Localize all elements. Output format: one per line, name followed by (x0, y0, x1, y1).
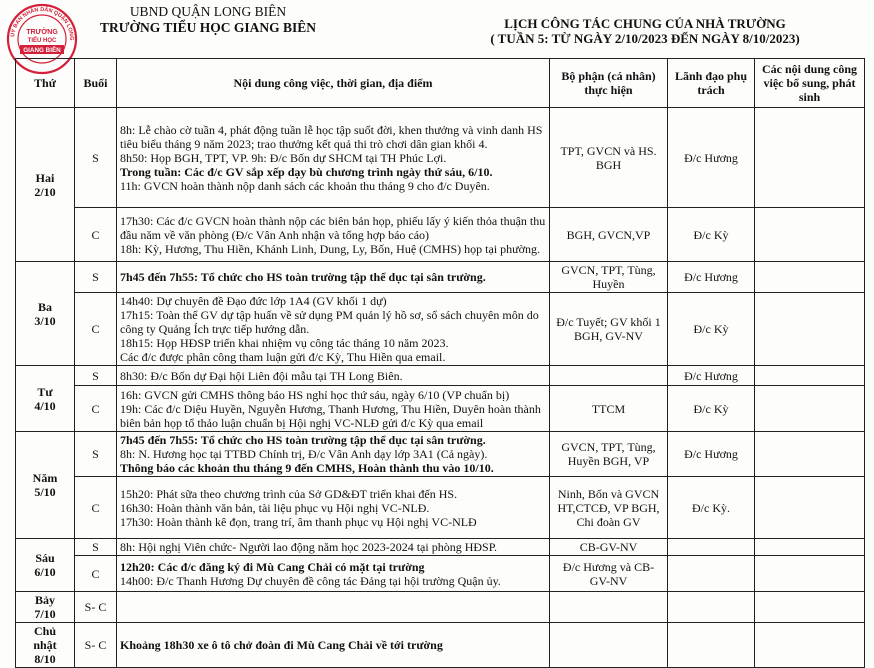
extra-cell (755, 539, 865, 556)
day-cell (16, 623, 75, 668)
col-header-session: Buổi (75, 59, 117, 108)
content-line: 8h30: Đ/c Bốn dự Đại hội Liên đội mẫu tại TH Long Biên. (120, 368, 403, 383)
session-cell: S (75, 108, 117, 208)
table-row (16, 556, 865, 592)
session-cell: S- C (75, 592, 117, 623)
session-cell: C (75, 293, 117, 366)
dept-cell: CB-GV-NV (550, 539, 668, 556)
day-label: Bảy (34, 593, 55, 607)
lead-cell: Đ/c Kỳ (668, 386, 755, 432)
content-line: Thông báo các khoản thu tháng 9 đến CMHS, Hoàn thành thu vào 10/10. (120, 461, 494, 475)
lead-cell (668, 539, 755, 556)
lead-cell: Đ/c Hương (668, 262, 755, 293)
content-line: 17h30: Hoàn thành kê đọn, trang trí, âm thanh phục vụ Hội nghị VC-NLĐ (120, 514, 477, 529)
content-cell (117, 592, 550, 623)
content-line: 14h00: Đ/c Thanh Hương Dự chuyên đề công tác Đảng tại hội trường Quận ủy. (120, 573, 501, 588)
extra-cell (755, 208, 865, 262)
content-cell (117, 386, 550, 432)
day-label: 4/10 (34, 398, 56, 413)
session-cell: C (75, 556, 117, 592)
svg-text:GIANG BIÊN: GIANG BIÊN (23, 47, 61, 55)
day-label: Năm (32, 471, 58, 485)
svg-text:UỶ BAN NHÂN DÂN QUẬN LONG BIÊN: UỶ BAN NHÂN DÂN QUẬN LONG (10, 6, 75, 41)
lead-cell (668, 556, 755, 592)
table-row (16, 477, 865, 539)
content-line: 8h: Hội nghị Viên chức- Người lao động năm học 2023-2024 tại phòng HĐSP. (120, 540, 498, 554)
content-cell (117, 208, 550, 262)
document-subtitle: ( TUẦN 5: TỪ NGÀY 2/10/2023 ĐẾN NGÀY 8/10/2023) (490, 31, 800, 46)
content-line: Trong tuần: Các đ/c GV sắp xếp dạy bù chương trình ngày thứ sáu, 6/10. (120, 164, 493, 179)
content-line: 18h: Kỳ, Hương, Thu Hiền, Khánh Linh, Dung, Ly, Bốn, Huệ (CMHS) họp tại phường. (120, 241, 541, 256)
dept-cell (550, 623, 668, 668)
day-label: nhật (33, 638, 57, 652)
dept-cell: Ninh, Bốn và GVCN HT,CTCĐ, VP BGH, Chi đoàn GV (550, 477, 668, 539)
content-line: 16h: GVCN gửi CMHS thông báo HS nghỉ học thứ sáu, ngày 6/10 (VP chuẩn bị) (120, 387, 510, 402)
session-cell: S (75, 366, 117, 386)
document-title: LỊCH CÔNG TÁC CHUNG CỦA NHÀ TRƯỜNG (504, 16, 786, 31)
content-cell (117, 556, 550, 592)
svg-text:TRƯỜNG: TRƯỜNG (26, 29, 58, 36)
schedule-body (16, 108, 865, 668)
day-label: Hai (35, 170, 55, 185)
table-row (16, 592, 865, 623)
content-line: Khoảng 18h30 xe ô tô chở đoàn đi Mù Cang Chải về tới trường (120, 638, 443, 652)
lead-cell: Đ/c Hương (668, 108, 755, 208)
content-line: 8h50: Họp BGH, TPT, VP. 9h: Đ/c Bốn dự SHCM tại TH Phúc Lợi. (120, 150, 447, 165)
content-cell (117, 293, 550, 366)
content-line: 12h20: Các đ/c đăng ký đi Mù Cang Chải có mặt tại trường (120, 559, 425, 574)
extra-cell (755, 623, 865, 668)
day-label: 6/10 (34, 565, 56, 579)
dept-cell: BGH, GVCN,VP (550, 208, 668, 262)
content-line: 18h15: Họp HĐSP triển khai nhiệm vụ công tác tháng 10 năm 2023. (120, 336, 449, 350)
content-cell (117, 262, 550, 293)
session-cell: C (75, 477, 117, 539)
content-line: 7h45 đến 7h55: Tổ chức cho HS toàn trường tập thể dục tại sân trường. (120, 270, 486, 284)
dept-cell: GVCN, TPT, Tùng, Huyền (550, 262, 668, 293)
dept-cell (550, 366, 668, 386)
content-cell (117, 108, 550, 208)
lead-cell: Đ/c Kỳ. (668, 477, 755, 539)
lead-cell: Đ/c Hương (668, 432, 755, 477)
day-cell (16, 262, 75, 366)
col-header-extra: Các nội dung công việc bổ sung, phát sinh (755, 59, 865, 108)
table-row (16, 108, 865, 208)
content-line: 15h20: Phát sữa theo chương trình của Sở GD&ĐT triển khai đến HS. (120, 486, 458, 501)
content-line: 7h45 đến 7h55: Tổ chức cho HS toàn trường tập thể dục tại sân trường. (120, 433, 486, 447)
svg-text:TIỂU HỌC: TIỂU HỌC (27, 38, 57, 44)
session-cell: C (75, 386, 117, 432)
content-line: 8h: Lễ chào cờ tuần 4, phát động tuần lễ học tập suốt đời, khen thưởng và vinh danh HS tiêu biểu tháng 9 năm 2023; trao thưởng kết quả thi trò chơi dân gian khối 4. (120, 122, 543, 151)
lead-cell: Đ/c Kỳ (668, 293, 755, 366)
org-line-2: TRƯỜNG TIỂU HỌC GIANG BIÊN (99, 20, 317, 35)
dept-cell (550, 592, 668, 623)
table-row (16, 293, 865, 366)
dept-cell: Đ/c Tuyết; GV khối 1 BGH, GV-NV (550, 293, 668, 366)
extra-cell (755, 366, 865, 386)
header-title-block (440, 16, 850, 46)
content-line: 14h40: Dự chuyên đề Đạo đức lớp 1A4 (GV khối 1 dự) (120, 294, 387, 308)
extra-cell (755, 108, 865, 208)
org-line-1: UBND QUẬN LONG BIÊN (129, 4, 287, 19)
day-cell (16, 432, 75, 539)
session-cell: C (75, 208, 117, 262)
content-cell (117, 366, 550, 386)
session-cell: S (75, 539, 117, 556)
table-row (16, 366, 865, 386)
extra-cell (755, 386, 865, 432)
extra-cell (755, 262, 865, 293)
day-cell (16, 108, 75, 262)
dept-cell: TTCM (550, 386, 668, 432)
day-label: Sáu (35, 551, 55, 565)
col-header-lead: Lãnh đạo phụ trách (668, 59, 755, 108)
table-row (16, 262, 865, 293)
extra-cell (755, 293, 865, 366)
dept-cell: TPT, GVCN và HS. BGH (550, 108, 668, 208)
session-cell: S (75, 432, 117, 477)
content-line: Các đ/c được phân công tham luận gửi đ/c Kỳ, Thu Hiền qua email. (120, 350, 446, 364)
dept-cell: Đ/c Hương và CB-GV-NV (550, 556, 668, 592)
content-line: 17h15: Toàn thể GV dự tập huấn về sử dụng PM quản lý hồ sơ, sổ sách chuyên môn do công ty Quảng Ích trực tiếp hướng dẫn. (120, 308, 539, 336)
table-row (16, 539, 865, 556)
content-line: 17h30: Các đ/c GVCN hoàn thành nộp các biên bản họp, phiếu lấy ý kiến thỏa thuận thu đầu năm về văn phòng (Đ/c Vân Anh nhận và tổng hợp báo cáo) (120, 213, 546, 242)
day-label: 3/10 (34, 313, 56, 328)
day-label: 8/10 (34, 652, 56, 666)
day-label: 5/10 (34, 485, 56, 499)
lead-cell (668, 592, 755, 623)
extra-cell (755, 432, 865, 477)
day-cell (16, 366, 75, 432)
table-row (16, 432, 865, 477)
day-label: Tư (37, 384, 53, 399)
lead-cell: Đ/c Hương (668, 366, 755, 386)
day-cell (16, 539, 75, 592)
col-header-content: Nội dung công việc, thời gian, địa điểm (117, 59, 550, 108)
content-line: 11h: GVCN hoàn thành nộp danh sách các khoản thu tháng 9 cho đ/c Duyên. (120, 178, 490, 193)
session-cell: S (75, 262, 117, 293)
extra-cell (755, 477, 865, 539)
table-row (16, 386, 865, 432)
schedule-table (15, 58, 865, 668)
table-row (16, 208, 865, 262)
col-header-dept: Bộ phận (cá nhân) thực hiện (550, 59, 668, 108)
day-label: Chủ (33, 624, 56, 638)
lead-cell (668, 623, 755, 668)
dept-cell: GVCN, TPT, Tùng, Huyền BGH, VP (550, 432, 668, 477)
day-label: Ba (37, 299, 52, 314)
day-cell (16, 592, 75, 623)
lead-cell: Đ/c Kỳ (668, 208, 755, 262)
content-cell (117, 477, 550, 539)
content-line: 19h: Các đ/c Diệu Huyền, Nguyễn Hương, Thanh Hương, Thu Hiền, Duyên hoàn thành biên bản họp tổ thảo luận chuẩn bị Hội nghị VC-NLĐ gửi đ/c Kỳ qua email (120, 401, 541, 430)
table-header-row (16, 59, 865, 108)
col-header-day: Thứ (16, 59, 75, 108)
session-cell: S- C (75, 623, 117, 668)
content-cell (117, 432, 550, 477)
content-cell (117, 623, 550, 668)
content-line: 16h30: Hoàn thành văn bản, tài liệu phục vụ Hội nghị VC-NLĐ. (120, 500, 430, 515)
day-label: 7/10 (34, 607, 56, 621)
content-cell (117, 539, 550, 556)
content-line: 8h: N. Hương học tại TTBD Chính trị, Đ/c Vân Anh dạy lớp 3A1 (Cả ngày). (120, 447, 488, 461)
table-row (16, 623, 865, 668)
extra-cell (755, 556, 865, 592)
extra-cell (755, 592, 865, 623)
header-organization (78, 4, 338, 36)
day-label: 2/10 (34, 184, 56, 199)
